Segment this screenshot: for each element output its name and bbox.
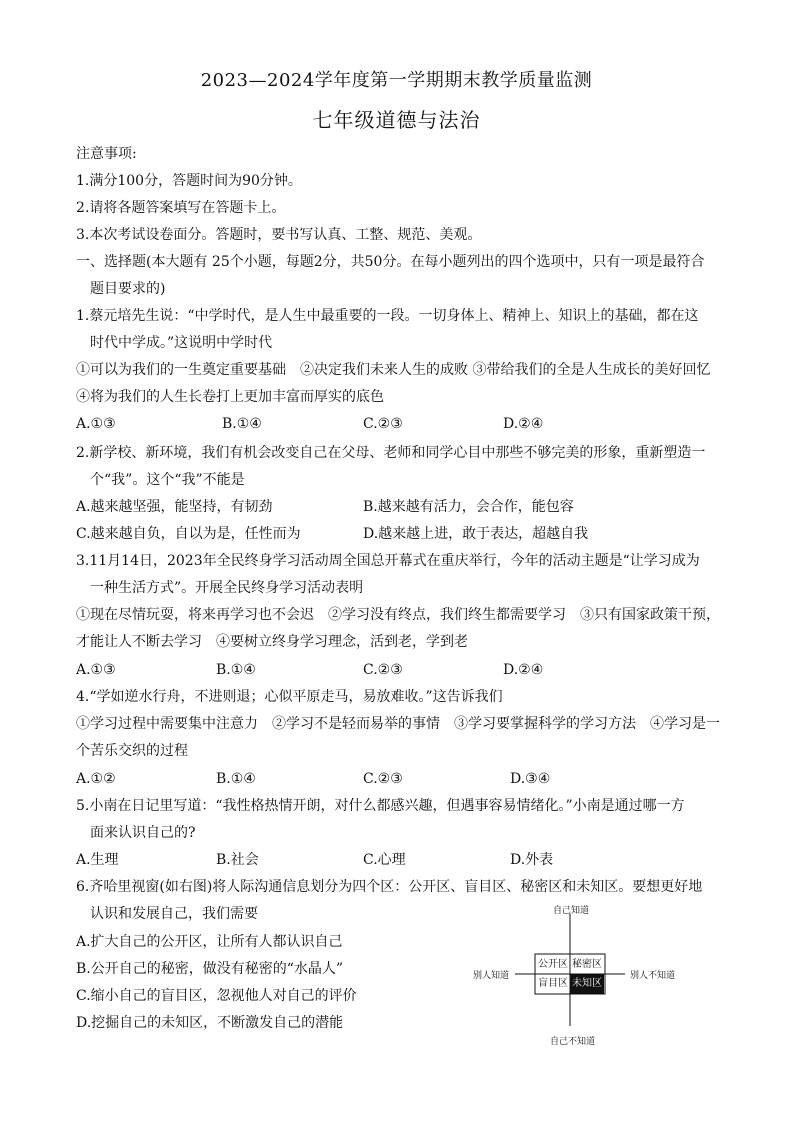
johari-window-diagram — [465, 900, 715, 1050]
question-5-option-d[interactable]: D.外表 — [510, 852, 554, 868]
question-5-stem: 5.小南在日记里写道：“我性格热情开朗，对什么都感兴趣，但遇事容易情绪化。”小南是通过哪一方 — [76, 798, 685, 814]
blind-area: 盲目区 — [538, 978, 568, 989]
question-4-option-b[interactable]: B.①④ — [216, 771, 256, 787]
question-1-option-a[interactable]: A.①③ — [76, 416, 116, 432]
secret-area: 秘密区 — [572, 959, 602, 970]
question-4-statement: 个苦乐交织的过程 — [76, 743, 188, 759]
question-3-statement: 才能让人不断去学习 ④要树立终身学习理念，活到老，学到老 — [76, 634, 468, 650]
exam-subject: 七年级道德与法治 — [312, 108, 481, 132]
question-2-stem-cont: 个“我”。这个“我”不能是 — [90, 472, 245, 488]
question-4-option-c[interactable]: C.②③ — [363, 771, 403, 787]
question-4-statement: ①学习过程中需要集中注意力 ②学习不是轻而易举的事情 ③学习要掌握科学的学习方法 ④学习是一 — [76, 716, 720, 732]
question-1-option-d[interactable]: D.②④ — [503, 416, 544, 432]
question-6-stem-cont: 认识和发展自己，我们需要 — [90, 906, 258, 922]
question-4-stem: 4.“学如逆水行舟，不进则退；心似平原走马，易放难收。”这告诉我们 — [76, 689, 503, 705]
question-5-option-b[interactable]: B.社会 — [216, 852, 259, 868]
question-6-stem: 6.齐哈里视窗(如右图)将人际沟通信息划分为四个区：公开区、盲目区、秘密区和未知区。要想更好地 — [76, 879, 703, 895]
question-3-stem: 3.11月14日，2023年全民终身学习活动周全国总开幕式在重庆举行，今年的活动主题是“让学习成为 — [76, 553, 700, 569]
question-6-option-b[interactable]: B.公开自己的秘密，做没有秘密的“水晶人” — [76, 961, 344, 977]
question-3-option-d[interactable]: D.②④ — [503, 662, 544, 678]
question-3-stem-cont: 一种生活方式”。开展全民终身学习活动表明 — [90, 580, 364, 596]
question-4-option-d[interactable]: D.③④ — [510, 771, 551, 787]
open-area: 公开区 — [538, 959, 568, 970]
question-2-option-d[interactable]: D.越来越上进，敢于表达，超越自我 — [363, 526, 589, 542]
question-5-option-a[interactable]: A.生理 — [76, 852, 119, 868]
question-5-option-c[interactable]: C.心理 — [363, 852, 406, 868]
question-1-statement: ①可以为我们的一生奠定重要基础 ②决定我们未来人生的成败 ③带给我们的全是人生成长的美好回忆 — [76, 362, 711, 378]
question-4-option-a[interactable]: A.①② — [76, 771, 116, 787]
question-3-option-a[interactable]: A.①③ — [76, 662, 116, 678]
question-6-option-a[interactable]: A.扩大自己的公开区，让所有人都认识自己 — [76, 934, 343, 950]
question-3-statement: ①现在尽情玩耍，将来再学习也不会迟 ②学习没有终点，我们终生都需要学习 ③只有国家政策干预， — [76, 607, 720, 623]
notice-item: 2.请将各题答案填写在答题卡上。 — [76, 200, 286, 216]
question-1-option-b[interactable]: B.①④ — [222, 416, 262, 432]
question-2-stem: 2.新学校、新环境，我们有机会改变自己在父母、老师和同学心目中那些不够完美的形象，重新塑造一 — [76, 445, 706, 461]
label-others-known: 别人知道 — [473, 971, 510, 981]
exam-title: 2023—2024学年度第一学期期末教学质量监测 — [200, 70, 593, 91]
question-1-stem: 1.蔡元培先生说：“中学时代，是人生中最重要的一段。一切身体上、精神上、知识上的基础，都在这 — [76, 308, 699, 324]
question-2-option-a[interactable]: A.越来越坚强，能坚持，有韧劲 — [76, 499, 273, 515]
label-others-unknown: 别人不知道 — [630, 971, 676, 981]
question-2-option-b[interactable]: B.越来越有活力，会合作，能包容 — [363, 499, 574, 515]
question-3-option-c[interactable]: C.②③ — [363, 662, 403, 678]
question-1-statement: ④将为我们的人生长卷打上更加丰富而厚实的底色 — [76, 389, 384, 405]
notice-item: 1.满分100分，答题时间为90分钟。 — [76, 173, 302, 189]
notice-heading: 注意事项: — [76, 146, 137, 162]
section-heading-cont: 题目要求的) — [90, 281, 166, 297]
question-6-option-d[interactable]: D.挖掘自己的未知区，不断激发自己的潜能 — [76, 1015, 344, 1031]
question-6-option-c[interactable]: C.缩小自己的盲目区，忽视他人对自己的评价 — [76, 988, 357, 1004]
notice-item: 3.本次考试设卷面分。答题时，要书写认真、工整、规范、美观。 — [76, 227, 482, 243]
question-5-stem-cont: 面来认识自己的? — [90, 825, 196, 841]
unknown-area: 未知区 — [570, 974, 604, 994]
label-self-known: 自己知道 — [553, 906, 590, 916]
label-self-unknown: 自己不知道 — [550, 1037, 596, 1047]
question-2-option-c[interactable]: C.越来越自负，自以为是，任性而为 — [76, 526, 301, 542]
question-1-option-c[interactable]: C.②③ — [363, 416, 403, 432]
question-1-stem-cont: 时代中学成。”这说明中学时代 — [90, 335, 273, 351]
question-3-option-b[interactable]: B.①④ — [216, 662, 256, 678]
section-heading: 一、选择题(本大题有 25个小题，每题2分，共50分。在每小题列出的四个选项中，只有一项是最符合 — [76, 254, 705, 270]
